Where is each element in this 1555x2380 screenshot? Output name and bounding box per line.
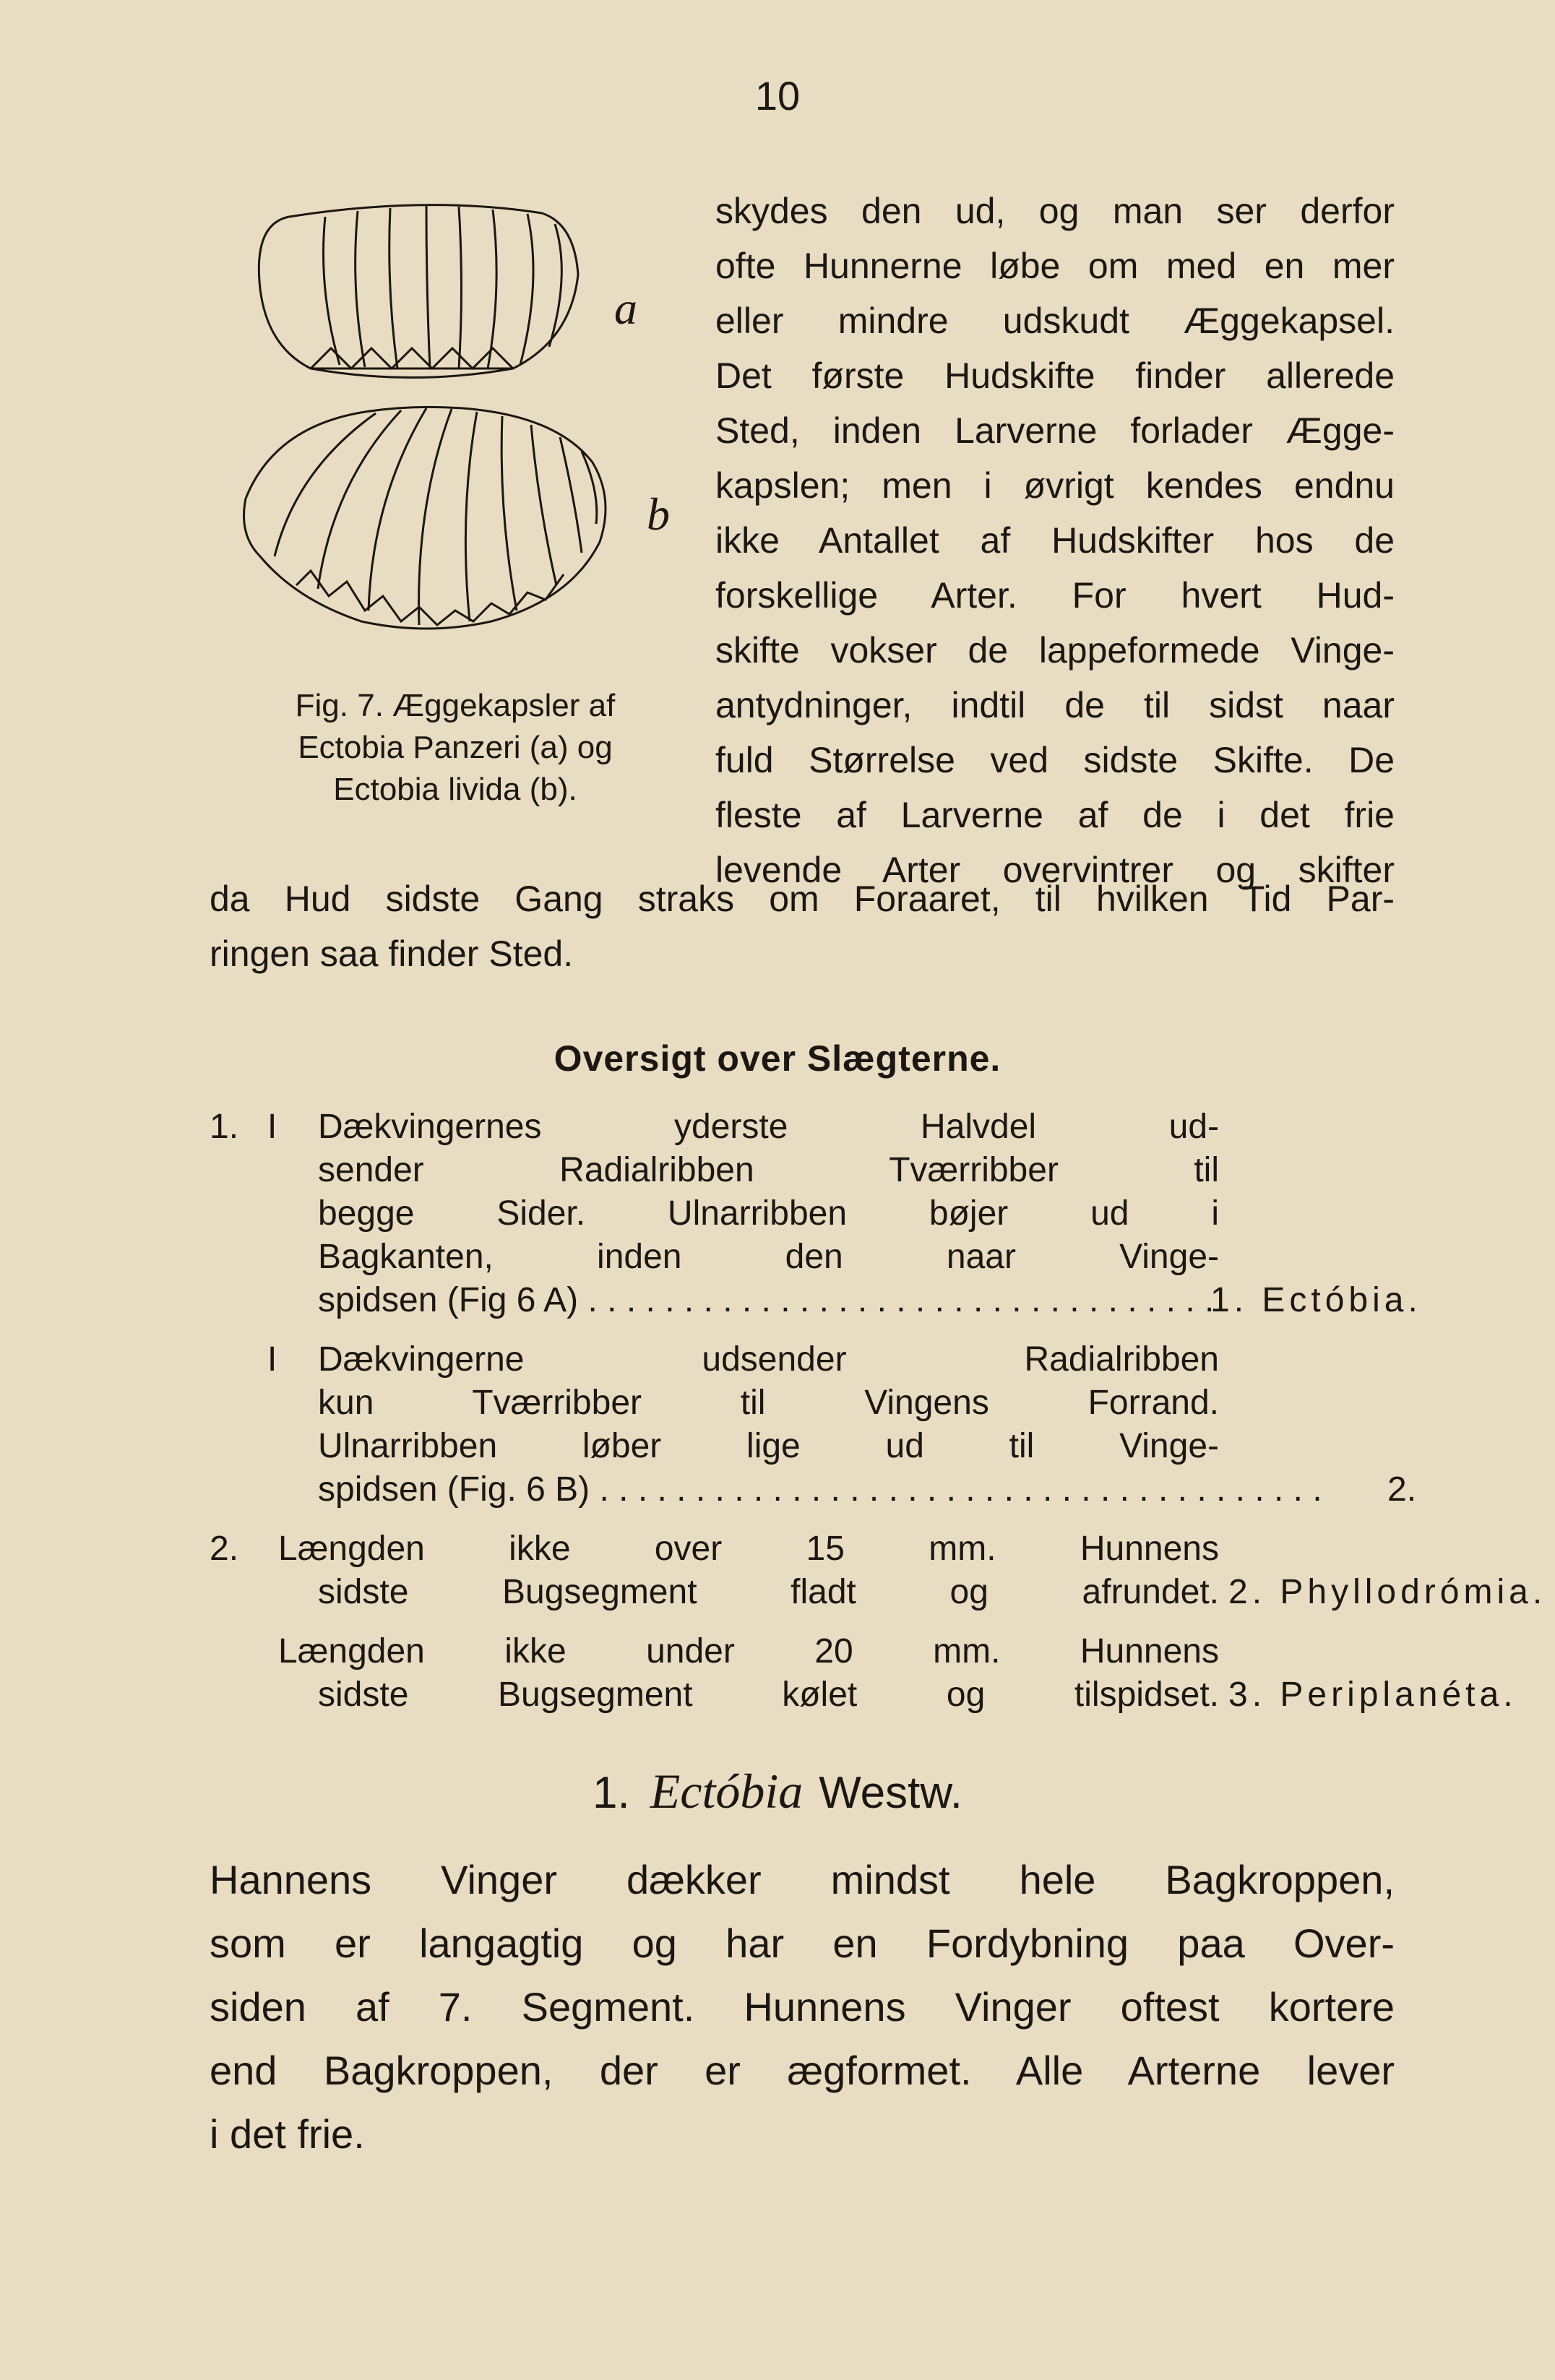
key-entry-1b — [210, 1338, 1417, 1512]
figure-label-b: b — [647, 488, 670, 540]
text-line: skifte vokser de lappeformede Vinge- — [715, 630, 1395, 671]
key-line: Dækvingerne udsender Radialribben — [318, 1340, 1219, 1379]
figure-caption-line: Fig. 7. Æggekapsler af — [295, 688, 616, 723]
genus-heading — [0, 1763, 1555, 1820]
text-line: skydes den ud, og man ser derfor — [715, 191, 1395, 231]
key-result: 3. Periplanéta. — [1228, 1676, 1517, 1714]
key-entry-2b — [210, 1630, 1517, 1717]
key-line: kun Tværribber til Vingens Forrand. — [318, 1384, 1219, 1422]
body-text-full — [210, 871, 1395, 981]
key-symbol: I — [267, 1340, 277, 1379]
key-line: begge Sider. Ulnarribben bøjer ud i — [318, 1194, 1219, 1233]
key-line: sidste Bugsegment fladt og afrundet. — [318, 1573, 1219, 1611]
text-line: ikke Antallet af Hudskifter hos de — [715, 520, 1395, 561]
figure-egg-capsules — [210, 195, 715, 672]
text-line: da Hud sidste Gang straks om Foraaret, til hvilken Tid Par- — [210, 879, 1395, 919]
figure-caption-line: Ectobia Panzeri (a) og — [298, 730, 613, 765]
key-symbol: I — [267, 1108, 277, 1146]
text-line: end Bagkroppen, der er ægformet. Alle Arterne lever — [210, 2048, 1395, 2093]
key-result: 2. Phyllodrómia. — [1228, 1573, 1547, 1611]
key-line: Bagkanten, inden den naar Vinge- — [318, 1238, 1219, 1276]
text-line: fuld Størrelse ved sidste Skifte. De — [715, 740, 1395, 780]
text-line: eller mindre udskudt Æggekapsel. — [715, 301, 1395, 341]
text-line: Hannens Vinger dækker mindst hele Bagkroppen, — [210, 1857, 1395, 1902]
figure-label-a: a — [614, 283, 637, 334]
text-line: antydninger, indtil de til sidst naar — [715, 685, 1395, 725]
key-entry-2a — [210, 1527, 1547, 1614]
genus-name: Ectóbia — [650, 1764, 804, 1819]
key-number: 1. — [210, 1108, 239, 1146]
genus-number: 1. — [593, 1768, 630, 1818]
text-line: siden af 7. Segment. Hunnens Vinger oftest kortere — [210, 1984, 1395, 2030]
text-line: ofte Hunnerne løbe om med en mer — [715, 246, 1395, 286]
egg-capsule-illustration — [210, 195, 715, 672]
key-line: sender Radialribben Tværribber til — [318, 1151, 1219, 1189]
identification-key — [210, 1105, 1547, 1717]
text-line: fleste af Larverne af de i det frie — [715, 795, 1395, 835]
key-line: Ulnarribben løber lige ud til Vinge- — [318, 1427, 1219, 1465]
text-line: ringen saa finder Sted. — [210, 934, 574, 974]
text-line: kapslen; men i øvrigt kendes endnu — [715, 465, 1395, 506]
key-line: Dækvingernes yderste Halvdel ud- — [318, 1108, 1219, 1146]
genus-description — [210, 1848, 1395, 2166]
text-line: levende Arter overvintrer og skifter — [715, 850, 1395, 890]
genus-author: Westw. — [819, 1768, 962, 1818]
key-line: spidsen (Fig. 6 B) . . . — [318, 1468, 1330, 1512]
text-line: Det første Hudskifte finder allerede — [715, 355, 1395, 396]
key-line: sidste Bugsegment kølet og tilspidset. — [318, 1676, 1219, 1714]
key-spacer — [1322, 1468, 1395, 1512]
text-line: Sted, inden Larverne forlader Ægge- — [715, 410, 1395, 451]
egg-capsule-b — [244, 407, 606, 629]
section-title: Oversigt over Slægterne. — [553, 1038, 1002, 1079]
egg-capsule-a — [259, 205, 578, 378]
text-line: i det frie. — [210, 2111, 365, 2157]
key-number: 2. — [210, 1530, 239, 1568]
text-line: forskellige Arter. For hvert Hud- — [715, 575, 1395, 616]
key-result: 1. Ectóbia. — [1210, 1281, 1422, 1319]
key-line: Længden ikke over 15 mm. Hunnens — [278, 1530, 1219, 1568]
key-line: Længden ikke under 20 mm. Hunnens — [278, 1632, 1219, 1670]
page-number: 10 — [754, 73, 801, 118]
figure-caption — [217, 685, 694, 811]
key-entry-1a — [210, 1105, 1422, 1322]
body-text-wrapped — [715, 184, 1395, 897]
key-line: spidsen (Fig 6 A) . . . — [318, 1279, 1219, 1322]
text-line: som er langagtig og har en Fordybning paa Over- — [210, 1920, 1395, 1966]
figure-caption-line: Ectobia livida (b). — [333, 772, 577, 807]
key-result: 2. — [1387, 1470, 1417, 1509]
